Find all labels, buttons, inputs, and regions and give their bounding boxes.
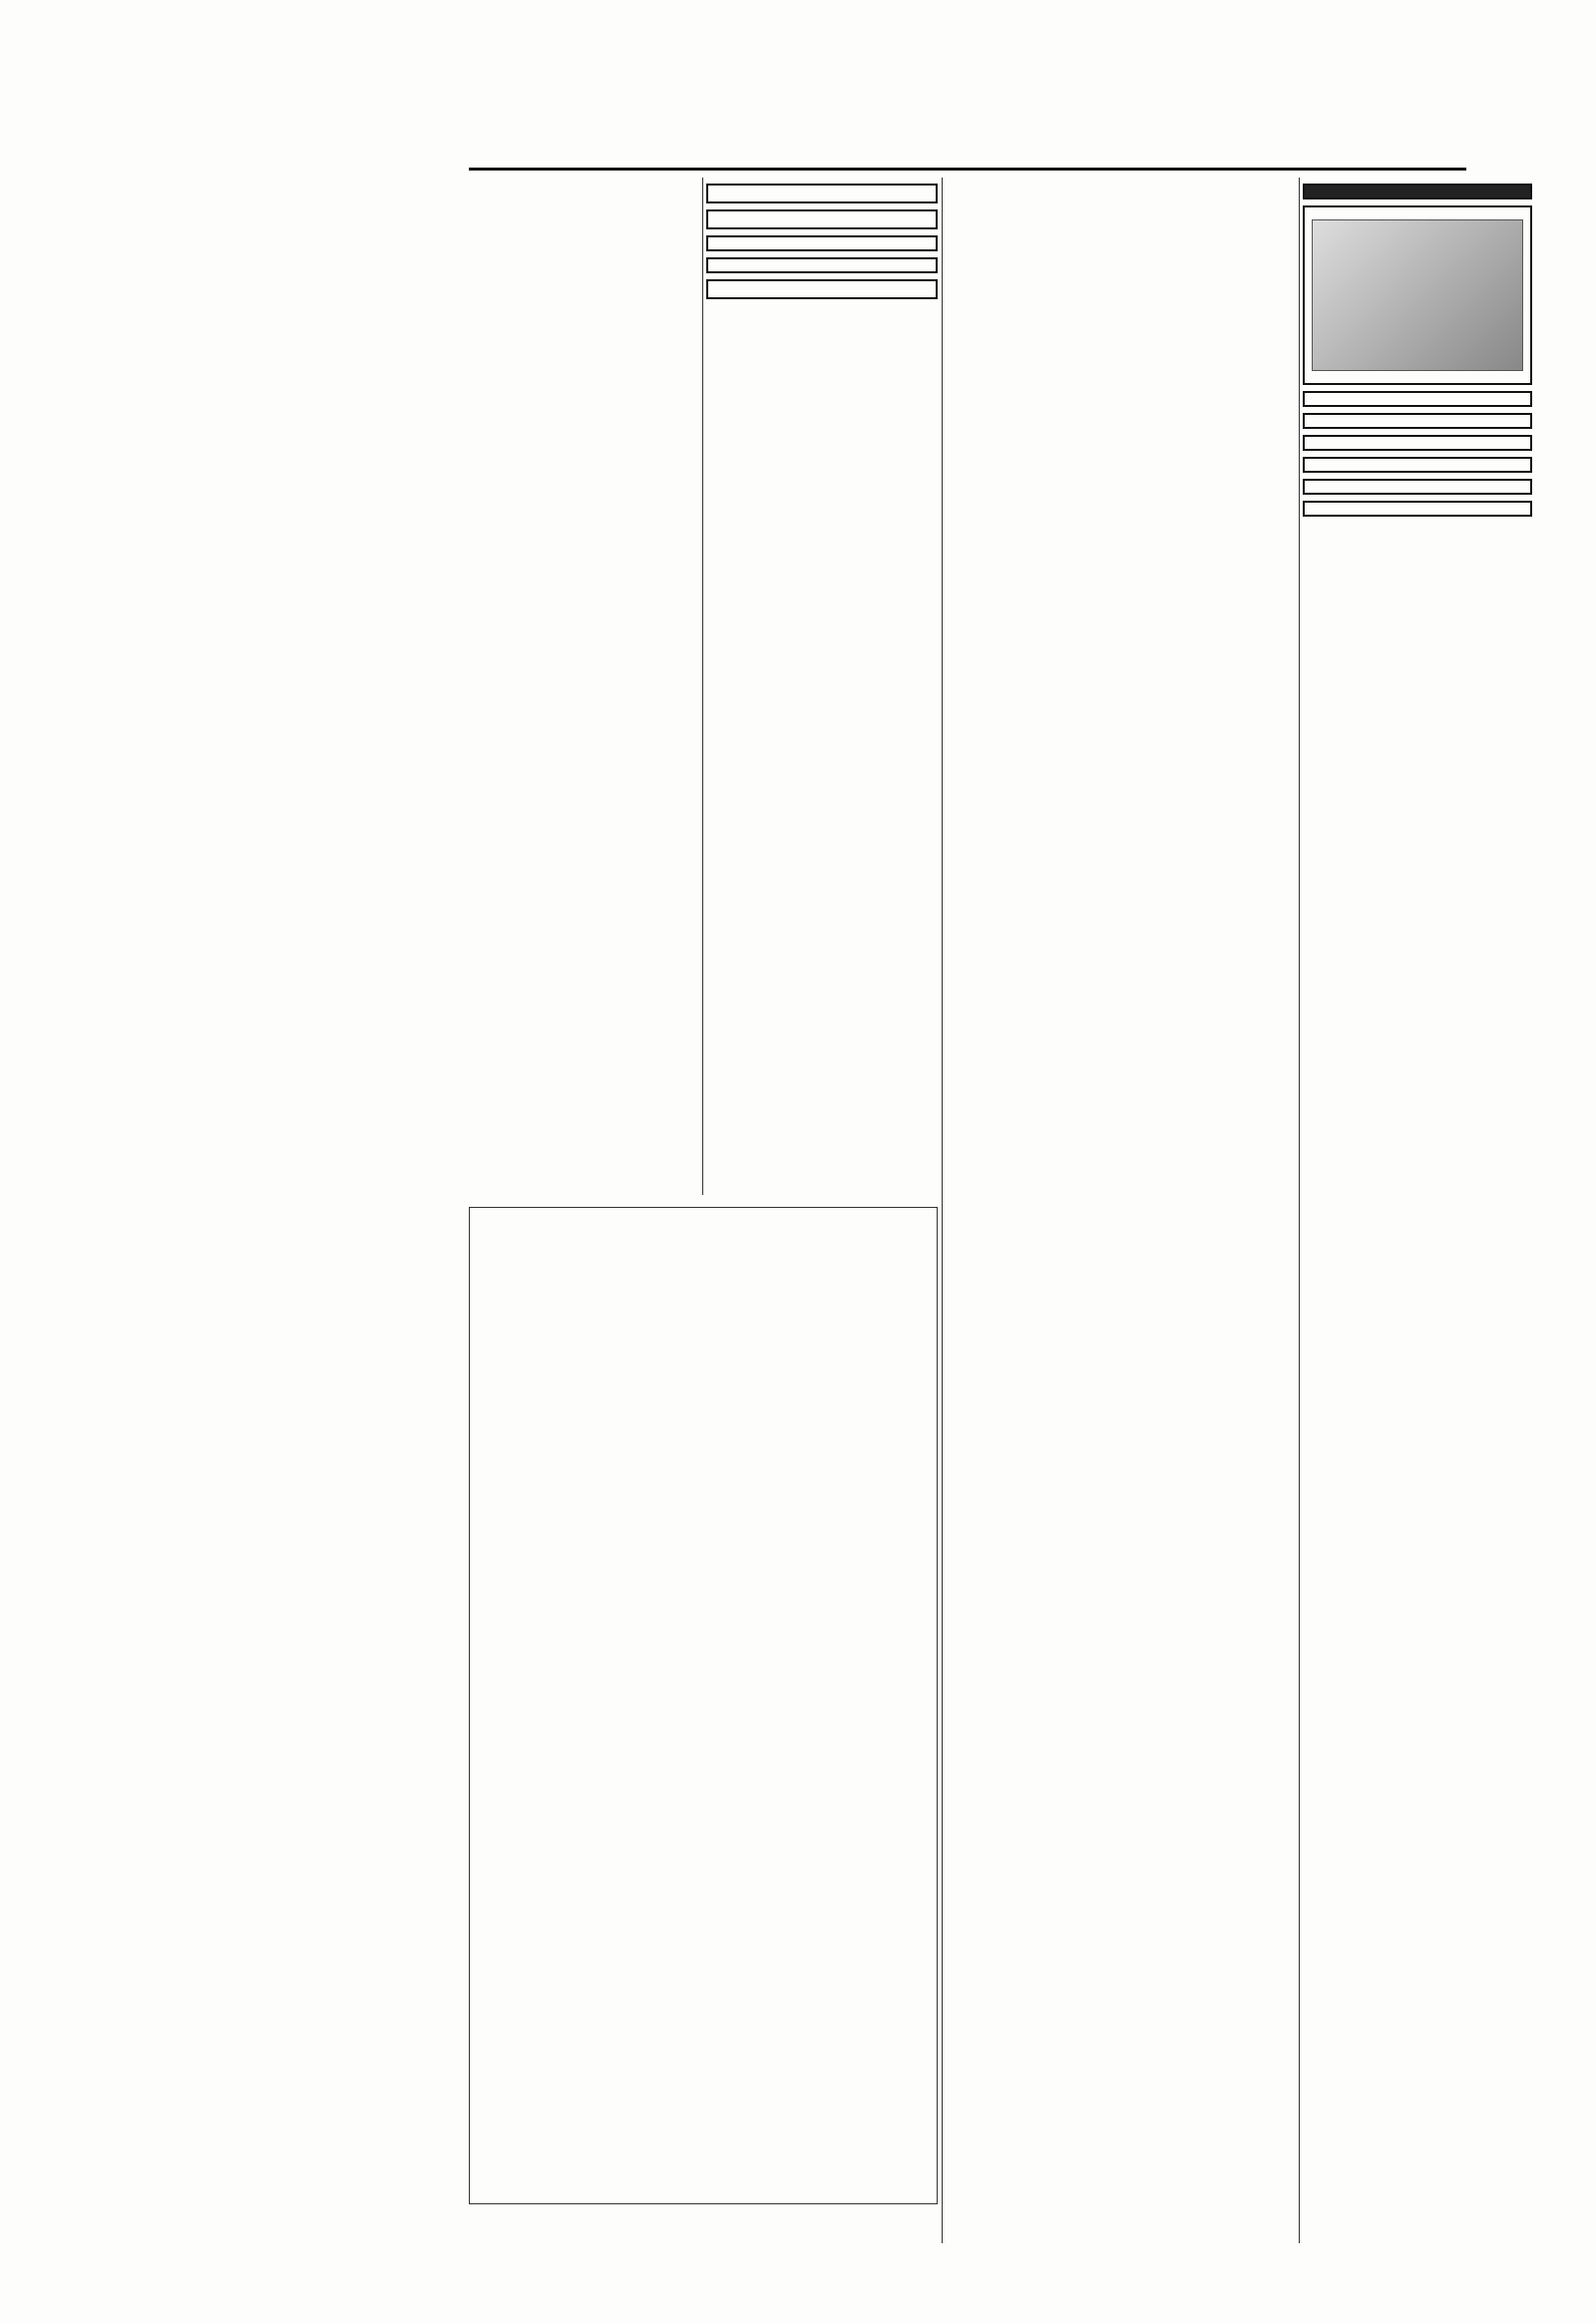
- column-news: [469, 178, 698, 1195]
- hernia-cure-ad: [469, 1207, 938, 2204]
- syphilis-ad: [706, 257, 938, 273]
- cigarette-ad-1: [1303, 413, 1532, 429]
- pharmacy-ad: [706, 209, 938, 229]
- column-divider: [702, 178, 703, 1195]
- cigarette-ad-2: [1303, 479, 1532, 495]
- column-divider: [1299, 178, 1300, 2243]
- column-serials: [948, 178, 1297, 2243]
- office-ad: [1303, 457, 1532, 473]
- concrete-ad: [1303, 435, 1532, 451]
- doctor-ad: [706, 235, 938, 251]
- column-divider: [942, 178, 943, 2243]
- tumbeki-ad: [1303, 501, 1532, 517]
- masthead-rule: [469, 168, 1466, 171]
- dentist-ad: [1303, 391, 1532, 407]
- engine-illustration: [1312, 219, 1523, 371]
- moda-ad: [706, 184, 938, 203]
- classifieds: [706, 279, 938, 299]
- engine-ad: [1303, 205, 1532, 385]
- col4-small-heading: [1303, 184, 1532, 199]
- column-ads: [706, 178, 938, 1195]
- column-misc: [1303, 178, 1532, 2053]
